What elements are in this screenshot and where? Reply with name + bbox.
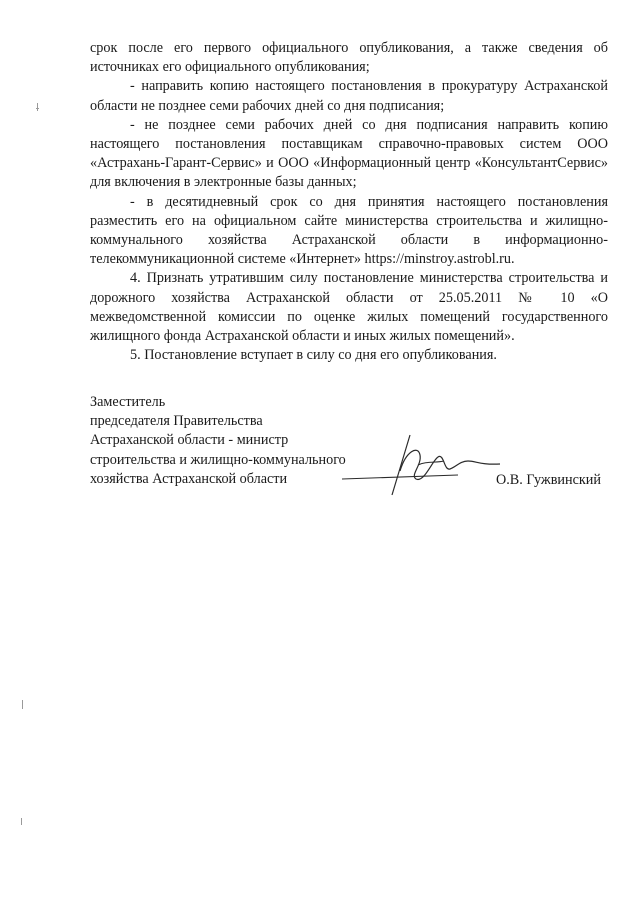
document-body: [90, 39, 608, 365]
signer-position-line: Астраханской области - министр: [90, 432, 289, 449]
signer-position-line: хозяйства Астраханской области: [90, 470, 288, 487]
scan-artifact: [36, 108, 39, 109]
paragraph-legal-systems-copy: - не позднее семи рабочих дней со дня подписания направить копию настоящего постановления поставщикам справочно-правовых систем ООО «Астрахань-Гарант-Сервис» и ООО «Информационный центр «КонсультантСервис» для включения в электронные базы данных;: [90, 116, 608, 191]
signature-block: [90, 393, 630, 503]
paragraph-prosecutor-copy: - направить копию настоящего постановления в прокуратуру Астраханской области не позднее семи рабочих дней со дня подписания;: [90, 78, 608, 114]
signer-position-line: строительства и жилищно-коммунального: [90, 451, 346, 468]
scan-artifact: [22, 700, 23, 709]
handwritten-signature: [340, 431, 510, 499]
paragraph-website-publication: - в десятидневный срок со дня принятия настоящего постановления разместить его на официальном сайте министерства строительства и жилищно-коммунального хозяйства Астраханской области в информационно-телекоммуникационной системе «Интернет» https://minstroy.astrobl.ru.: [90, 193, 608, 268]
signer-name: О.В. Гужвинский: [496, 472, 601, 488]
paragraph-continuation: срок после его первого официального опубликования, а также сведения об источниках его официального опубликования;: [90, 40, 608, 76]
signer-position-line: председателя Правительства: [90, 413, 263, 430]
scan-artifact: [37, 103, 38, 111]
scan-artifact: [21, 818, 22, 825]
paragraph-item-5-effective: 5. Постановление вступает в силу со дня его опубликования.: [130, 347, 497, 364]
signer-position-line: Заместитель: [90, 394, 166, 410]
paragraph-item-4-repeal: 4. Признать утратившим силу постановление министерства строительства и дорожного хозяйства Астраханской области от 25.05.2011 № 10 «О межведомственной комиссии по оценке жилых помещений государственного жилищного фонда Астраханской области и иных жилых помещений».: [90, 270, 608, 345]
